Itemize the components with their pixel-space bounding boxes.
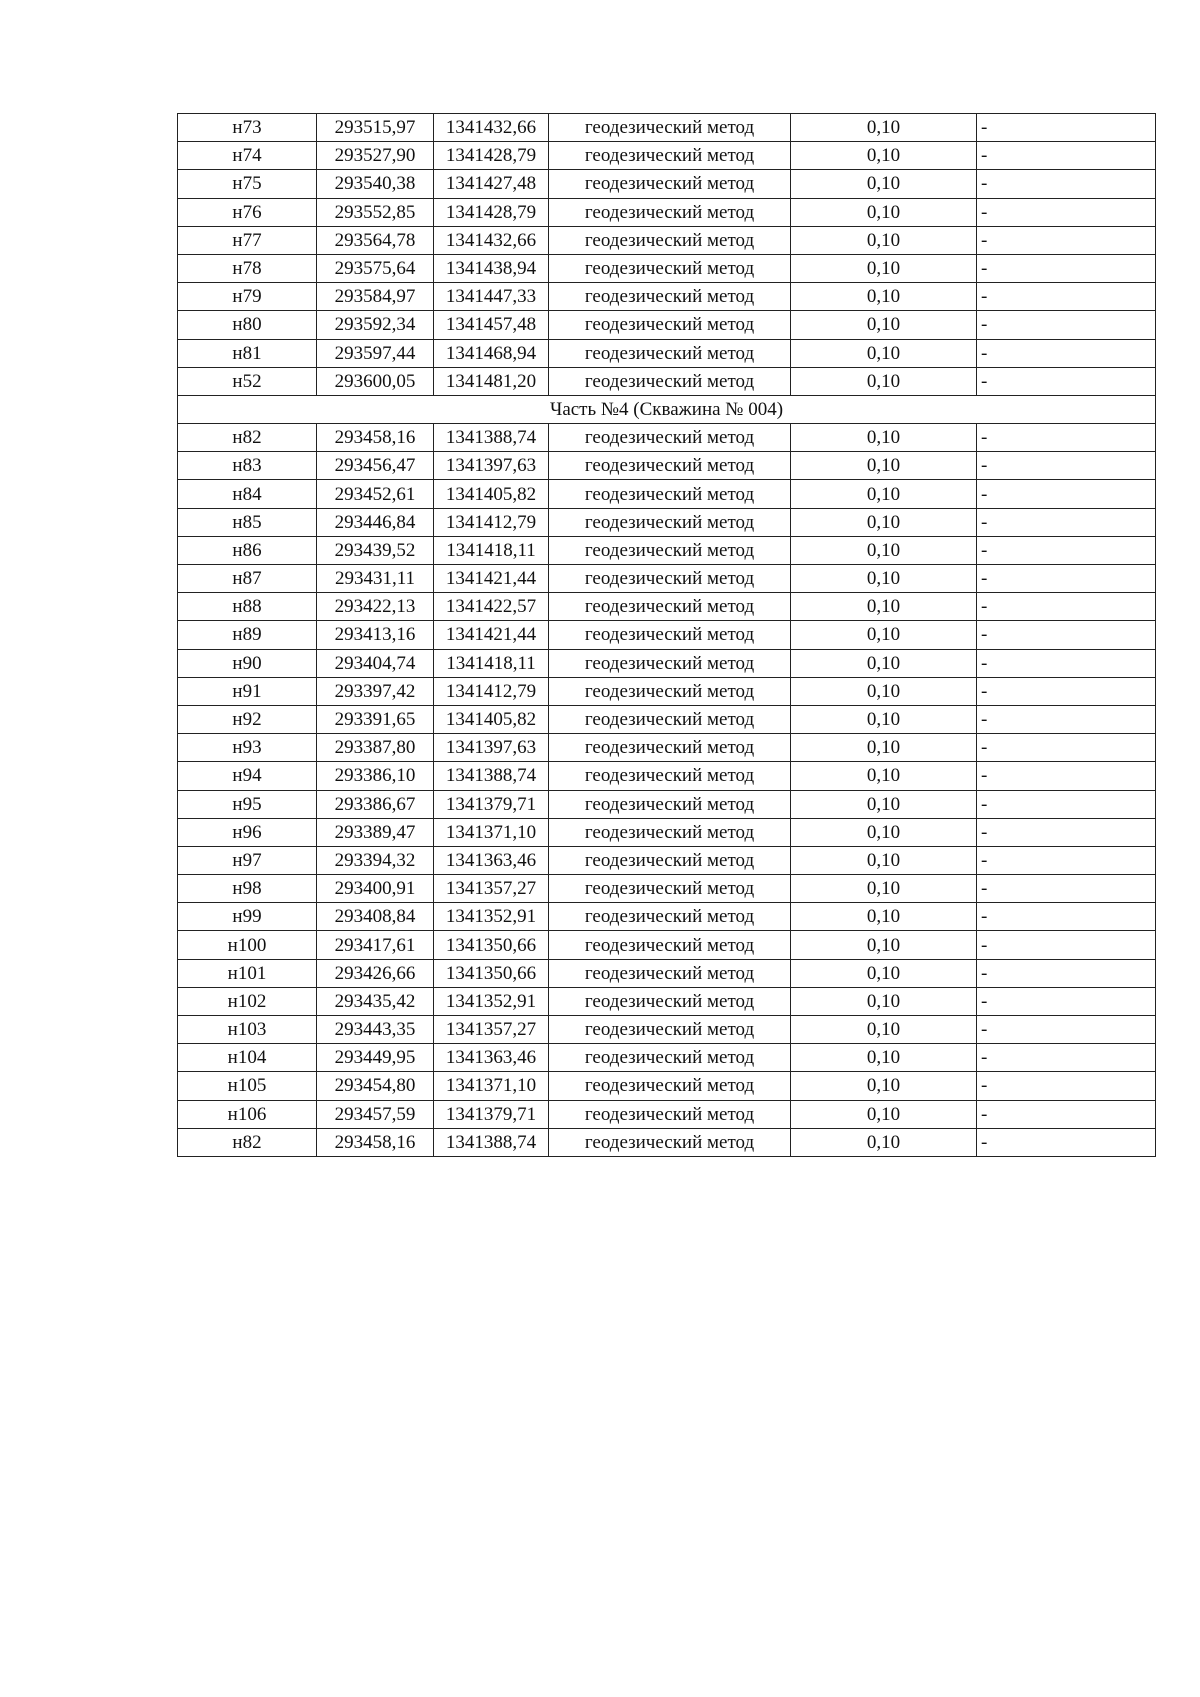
x-coordinate-cell: 293584,97 <box>317 283 434 311</box>
table-row <box>178 508 1156 536</box>
precision-cell: 0,10 <box>791 959 977 987</box>
y-coordinate-cell: 1341405,82 <box>434 480 549 508</box>
note-cell: - <box>977 931 1156 959</box>
y-coordinate-cell: 1341457,48 <box>434 311 549 339</box>
x-coordinate-cell: 293443,35 <box>317 1016 434 1044</box>
note-cell: - <box>977 114 1156 142</box>
note-cell: - <box>977 536 1156 564</box>
x-coordinate-cell: 293391,65 <box>317 705 434 733</box>
table-row <box>178 198 1156 226</box>
method-cell: геодезический метод <box>549 536 791 564</box>
table-row <box>178 536 1156 564</box>
x-coordinate-cell: 293417,61 <box>317 931 434 959</box>
x-coordinate-cell: 293575,64 <box>317 254 434 282</box>
method-cell: геодезический метод <box>549 1128 791 1156</box>
x-coordinate-cell: 293439,52 <box>317 536 434 564</box>
table-row <box>178 1128 1156 1156</box>
x-coordinate-cell: 293397,42 <box>317 677 434 705</box>
point-number-cell: н104 <box>178 1044 317 1072</box>
note-cell: - <box>977 846 1156 874</box>
precision-cell: 0,10 <box>791 649 977 677</box>
method-cell: геодезический метод <box>549 424 791 452</box>
method-cell: геодезический метод <box>549 311 791 339</box>
y-coordinate-cell: 1341418,11 <box>434 649 549 677</box>
y-coordinate-cell: 1341371,10 <box>434 818 549 846</box>
note-cell: - <box>977 142 1156 170</box>
point-number-cell: н89 <box>178 621 317 649</box>
precision-cell: 0,10 <box>791 565 977 593</box>
x-coordinate-cell: 293422,13 <box>317 593 434 621</box>
table-row <box>178 480 1156 508</box>
y-coordinate-cell: 1341427,48 <box>434 170 549 198</box>
note-cell: - <box>977 903 1156 931</box>
x-coordinate-cell: 293400,91 <box>317 875 434 903</box>
y-coordinate-cell: 1341421,44 <box>434 621 549 649</box>
point-number-cell: н97 <box>178 846 317 874</box>
y-coordinate-cell: 1341481,20 <box>434 367 549 395</box>
point-number-cell: н76 <box>178 198 317 226</box>
method-cell: геодезический метод <box>549 142 791 170</box>
table-row <box>178 283 1156 311</box>
table-row <box>178 734 1156 762</box>
x-coordinate-cell: 293456,47 <box>317 452 434 480</box>
coordinates-table-body <box>178 114 1156 1157</box>
x-coordinate-cell: 293458,16 <box>317 1128 434 1156</box>
note-cell: - <box>977 959 1156 987</box>
table-row <box>178 1044 1156 1072</box>
point-number-cell: н52 <box>178 367 317 395</box>
precision-cell: 0,10 <box>791 818 977 846</box>
precision-cell: 0,10 <box>791 677 977 705</box>
x-coordinate-cell: 293540,38 <box>317 170 434 198</box>
table-row <box>178 762 1156 790</box>
method-cell: геодезический метод <box>549 198 791 226</box>
table-row <box>178 114 1156 142</box>
x-coordinate-cell: 293515,97 <box>317 114 434 142</box>
y-coordinate-cell: 1341388,74 <box>434 762 549 790</box>
y-coordinate-cell: 1341421,44 <box>434 565 549 593</box>
point-number-cell: н75 <box>178 170 317 198</box>
table-row <box>178 1072 1156 1100</box>
point-number-cell: н100 <box>178 931 317 959</box>
point-number-cell: н87 <box>178 565 317 593</box>
y-coordinate-cell: 1341371,10 <box>434 1072 549 1100</box>
precision-cell: 0,10 <box>791 1044 977 1072</box>
note-cell: - <box>977 649 1156 677</box>
point-number-cell: н92 <box>178 705 317 733</box>
table-row <box>178 142 1156 170</box>
note-cell: - <box>977 818 1156 846</box>
precision-cell: 0,10 <box>791 790 977 818</box>
method-cell: геодезический метод <box>549 677 791 705</box>
precision-cell: 0,10 <box>791 987 977 1015</box>
note-cell: - <box>977 790 1156 818</box>
precision-cell: 0,10 <box>791 367 977 395</box>
precision-cell: 0,10 <box>791 170 977 198</box>
y-coordinate-cell: 1341357,27 <box>434 1016 549 1044</box>
y-coordinate-cell: 1341363,46 <box>434 846 549 874</box>
x-coordinate-cell: 293426,66 <box>317 959 434 987</box>
note-cell: - <box>977 677 1156 705</box>
y-coordinate-cell: 1341428,79 <box>434 142 549 170</box>
point-number-cell: н74 <box>178 142 317 170</box>
note-cell: - <box>977 621 1156 649</box>
precision-cell: 0,10 <box>791 114 977 142</box>
x-coordinate-cell: 293387,80 <box>317 734 434 762</box>
method-cell: геодезический метод <box>549 480 791 508</box>
precision-cell: 0,10 <box>791 875 977 903</box>
precision-cell: 0,10 <box>791 339 977 367</box>
x-coordinate-cell: 293431,11 <box>317 565 434 593</box>
precision-cell: 0,10 <box>791 452 977 480</box>
section-header-row <box>178 395 1156 423</box>
note-cell: - <box>977 1072 1156 1100</box>
precision-cell: 0,10 <box>791 621 977 649</box>
precision-cell: 0,10 <box>791 508 977 536</box>
note-cell: - <box>977 452 1156 480</box>
note-cell: - <box>977 367 1156 395</box>
table-row <box>178 170 1156 198</box>
method-cell: геодезический метод <box>549 818 791 846</box>
x-coordinate-cell: 293564,78 <box>317 226 434 254</box>
x-coordinate-cell: 293592,34 <box>317 311 434 339</box>
point-number-cell: н83 <box>178 452 317 480</box>
x-coordinate-cell: 293408,84 <box>317 903 434 931</box>
method-cell: геодезический метод <box>549 593 791 621</box>
point-number-cell: н106 <box>178 1100 317 1128</box>
precision-cell: 0,10 <box>791 931 977 959</box>
point-number-cell: н98 <box>178 875 317 903</box>
table-row <box>178 339 1156 367</box>
note-cell: - <box>977 1016 1156 1044</box>
precision-cell: 0,10 <box>791 536 977 564</box>
table-row <box>178 649 1156 677</box>
table-row <box>178 846 1156 874</box>
point-number-cell: н101 <box>178 959 317 987</box>
method-cell: геодезический метод <box>549 226 791 254</box>
y-coordinate-cell: 1341432,66 <box>434 114 549 142</box>
x-coordinate-cell: 293435,42 <box>317 987 434 1015</box>
precision-cell: 0,10 <box>791 903 977 931</box>
precision-cell: 0,10 <box>791 254 977 282</box>
method-cell: геодезический метод <box>549 649 791 677</box>
point-number-cell: н94 <box>178 762 317 790</box>
precision-cell: 0,10 <box>791 480 977 508</box>
note-cell: - <box>977 170 1156 198</box>
method-cell: геодезический метод <box>549 931 791 959</box>
method-cell: геодезический метод <box>549 790 791 818</box>
method-cell: геодезический метод <box>549 1072 791 1100</box>
point-number-cell: н105 <box>178 1072 317 1100</box>
table-row <box>178 677 1156 705</box>
method-cell: геодезический метод <box>549 339 791 367</box>
table-row <box>178 987 1156 1015</box>
point-number-cell: н91 <box>178 677 317 705</box>
y-coordinate-cell: 1341405,82 <box>434 705 549 733</box>
table-row <box>178 367 1156 395</box>
x-coordinate-cell: 293404,74 <box>317 649 434 677</box>
precision-cell: 0,10 <box>791 593 977 621</box>
precision-cell: 0,10 <box>791 846 977 874</box>
point-number-cell: н81 <box>178 339 317 367</box>
precision-cell: 0,10 <box>791 1100 977 1128</box>
x-coordinate-cell: 293454,80 <box>317 1072 434 1100</box>
x-coordinate-cell: 293449,95 <box>317 1044 434 1072</box>
point-number-cell: н86 <box>178 536 317 564</box>
point-number-cell: н79 <box>178 283 317 311</box>
point-number-cell: н82 <box>178 1128 317 1156</box>
x-coordinate-cell: 293457,59 <box>317 1100 434 1128</box>
x-coordinate-cell: 293597,44 <box>317 339 434 367</box>
note-cell: - <box>977 762 1156 790</box>
point-number-cell: н78 <box>178 254 317 282</box>
point-number-cell: н77 <box>178 226 317 254</box>
table-row <box>178 790 1156 818</box>
table-row <box>178 311 1156 339</box>
y-coordinate-cell: 1341432,66 <box>434 226 549 254</box>
method-cell: геодезический метод <box>549 452 791 480</box>
table-row <box>178 875 1156 903</box>
method-cell: геодезический метод <box>549 705 791 733</box>
point-number-cell: н73 <box>178 114 317 142</box>
method-cell: геодезический метод <box>549 565 791 593</box>
y-coordinate-cell: 1341352,91 <box>434 987 549 1015</box>
table-row <box>178 903 1156 931</box>
table-row <box>178 565 1156 593</box>
y-coordinate-cell: 1341428,79 <box>434 198 549 226</box>
table-row <box>178 959 1156 987</box>
note-cell: - <box>977 254 1156 282</box>
method-cell: геодезический метод <box>549 1016 791 1044</box>
point-number-cell: н80 <box>178 311 317 339</box>
point-number-cell: н93 <box>178 734 317 762</box>
precision-cell: 0,10 <box>791 1128 977 1156</box>
method-cell: геодезический метод <box>549 987 791 1015</box>
y-coordinate-cell: 1341379,71 <box>434 790 549 818</box>
y-coordinate-cell: 1341352,91 <box>434 903 549 931</box>
y-coordinate-cell: 1341412,79 <box>434 508 549 536</box>
point-number-cell: н85 <box>178 508 317 536</box>
note-cell: - <box>977 198 1156 226</box>
table-row <box>178 818 1156 846</box>
x-coordinate-cell: 293386,67 <box>317 790 434 818</box>
point-number-cell: н102 <box>178 987 317 1015</box>
note-cell: - <box>977 1100 1156 1128</box>
method-cell: геодезический метод <box>549 903 791 931</box>
table-row <box>178 254 1156 282</box>
point-number-cell: н82 <box>178 424 317 452</box>
y-coordinate-cell: 1341357,27 <box>434 875 549 903</box>
y-coordinate-cell: 1341397,63 <box>434 452 549 480</box>
x-coordinate-cell: 293446,84 <box>317 508 434 536</box>
method-cell: геодезический метод <box>549 367 791 395</box>
x-coordinate-cell: 293394,32 <box>317 846 434 874</box>
note-cell: - <box>977 875 1156 903</box>
method-cell: геодезический метод <box>549 734 791 762</box>
y-coordinate-cell: 1341388,74 <box>434 1128 549 1156</box>
note-cell: - <box>977 283 1156 311</box>
precision-cell: 0,10 <box>791 198 977 226</box>
note-cell: - <box>977 424 1156 452</box>
note-cell: - <box>977 226 1156 254</box>
method-cell: геодезический метод <box>549 283 791 311</box>
note-cell: - <box>977 734 1156 762</box>
x-coordinate-cell: 293389,47 <box>317 818 434 846</box>
x-coordinate-cell: 293527,90 <box>317 142 434 170</box>
point-number-cell: н103 <box>178 1016 317 1044</box>
precision-cell: 0,10 <box>791 424 977 452</box>
precision-cell: 0,10 <box>791 1072 977 1100</box>
table-row <box>178 1100 1156 1128</box>
table-row <box>178 705 1156 733</box>
point-number-cell: н99 <box>178 903 317 931</box>
method-cell: геодезический метод <box>549 1044 791 1072</box>
precision-cell: 0,10 <box>791 1016 977 1044</box>
precision-cell: 0,10 <box>791 734 977 762</box>
point-number-cell: н88 <box>178 593 317 621</box>
y-coordinate-cell: 1341397,63 <box>434 734 549 762</box>
y-coordinate-cell: 1341388,74 <box>434 424 549 452</box>
note-cell: - <box>977 987 1156 1015</box>
point-number-cell: н90 <box>178 649 317 677</box>
table-row <box>178 226 1156 254</box>
coordinates-table <box>177 113 1156 1157</box>
y-coordinate-cell: 1341422,57 <box>434 593 549 621</box>
method-cell: геодезический метод <box>549 846 791 874</box>
x-coordinate-cell: 293452,61 <box>317 480 434 508</box>
x-coordinate-cell: 293458,16 <box>317 424 434 452</box>
precision-cell: 0,10 <box>791 705 977 733</box>
y-coordinate-cell: 1341468,94 <box>434 339 549 367</box>
section-title: Часть №4 (Скважина № 004) <box>178 395 1156 423</box>
method-cell: геодезический метод <box>549 762 791 790</box>
point-number-cell: н84 <box>178 480 317 508</box>
note-cell: - <box>977 480 1156 508</box>
y-coordinate-cell: 1341447,33 <box>434 283 549 311</box>
precision-cell: 0,10 <box>791 283 977 311</box>
x-coordinate-cell: 293413,16 <box>317 621 434 649</box>
table-row <box>178 931 1156 959</box>
y-coordinate-cell: 1341418,11 <box>434 536 549 564</box>
note-cell: - <box>977 593 1156 621</box>
method-cell: геодезический метод <box>549 254 791 282</box>
precision-cell: 0,10 <box>791 142 977 170</box>
method-cell: геодезический метод <box>549 170 791 198</box>
note-cell: - <box>977 339 1156 367</box>
table-row <box>178 452 1156 480</box>
y-coordinate-cell: 1341412,79 <box>434 677 549 705</box>
y-coordinate-cell: 1341350,66 <box>434 931 549 959</box>
y-coordinate-cell: 1341379,71 <box>434 1100 549 1128</box>
method-cell: геодезический метод <box>549 875 791 903</box>
note-cell: - <box>977 1044 1156 1072</box>
precision-cell: 0,10 <box>791 311 977 339</box>
table-row <box>178 621 1156 649</box>
method-cell: геодезический метод <box>549 114 791 142</box>
note-cell: - <box>977 705 1156 733</box>
method-cell: геодезический метод <box>549 959 791 987</box>
method-cell: геодезический метод <box>549 621 791 649</box>
note-cell: - <box>977 1128 1156 1156</box>
x-coordinate-cell: 293386,10 <box>317 762 434 790</box>
note-cell: - <box>977 565 1156 593</box>
y-coordinate-cell: 1341350,66 <box>434 959 549 987</box>
note-cell: - <box>977 311 1156 339</box>
precision-cell: 0,10 <box>791 762 977 790</box>
point-number-cell: н96 <box>178 818 317 846</box>
x-coordinate-cell: 293600,05 <box>317 367 434 395</box>
method-cell: геодезический метод <box>549 508 791 536</box>
y-coordinate-cell: 1341438,94 <box>434 254 549 282</box>
y-coordinate-cell: 1341363,46 <box>434 1044 549 1072</box>
point-number-cell: н95 <box>178 790 317 818</box>
note-cell: - <box>977 508 1156 536</box>
x-coordinate-cell: 293552,85 <box>317 198 434 226</box>
method-cell: геодезический метод <box>549 1100 791 1128</box>
table-row <box>178 424 1156 452</box>
table-row <box>178 593 1156 621</box>
table-row <box>178 1016 1156 1044</box>
precision-cell: 0,10 <box>791 226 977 254</box>
